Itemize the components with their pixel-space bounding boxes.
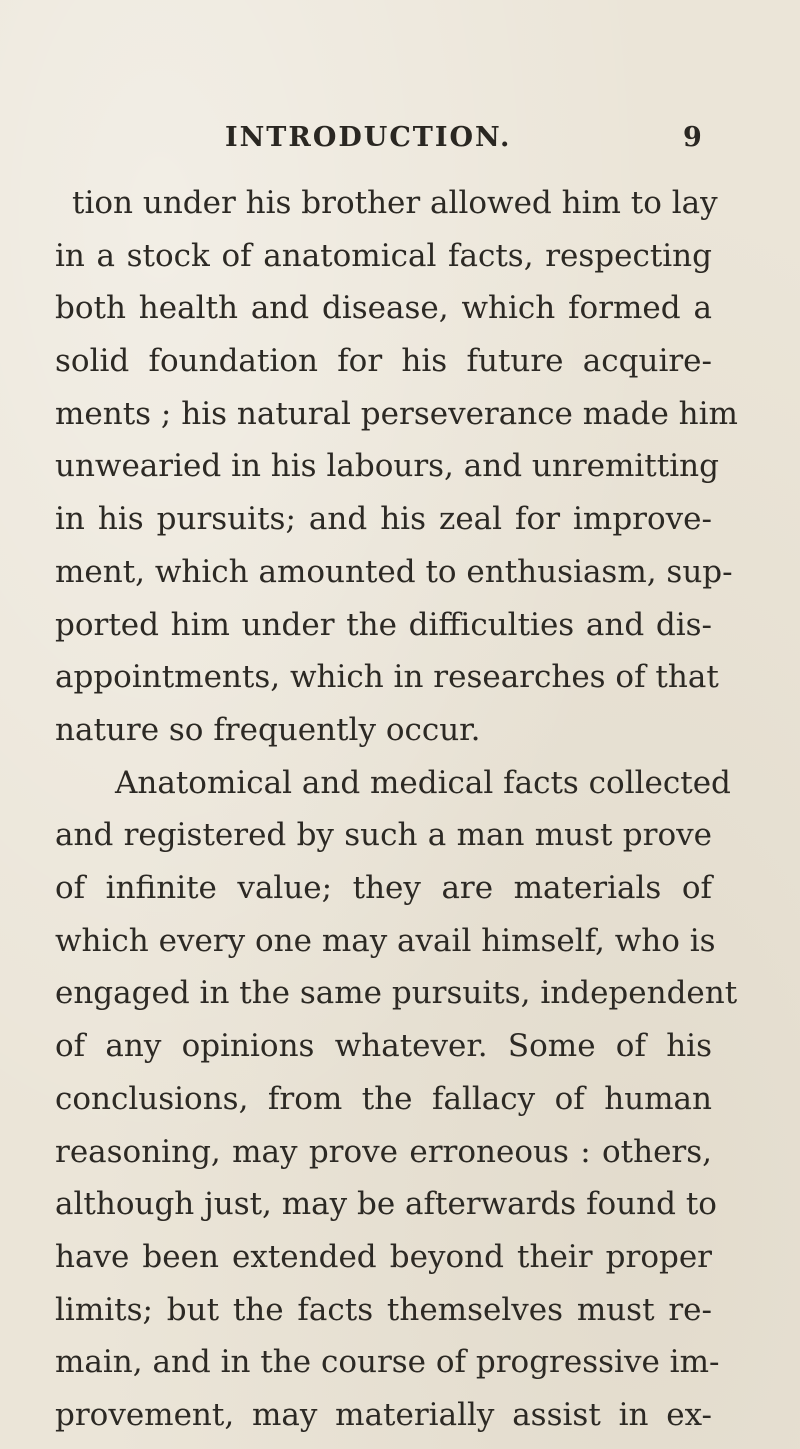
text-line-4: solid foundation for his future acquire- [55,343,712,379]
text-line-23: main, and in the course of progressive im- [55,1344,720,1380]
text-line-1: tion under his brother allowed him to lay [72,185,718,221]
running-title: INTRODUCTION. [225,122,512,153]
text-line-17: of any opinions whatever. Some of his [55,1028,712,1064]
running-head [0,122,800,162]
text-line-14: of infinite value; they are materials of [55,870,712,906]
text-line-19: reasoning, may prove erroneous : others, [55,1134,712,1170]
text-line-13: and registered by such a man must prove [55,817,712,853]
text-line-2: in a stock of anatomical facts, respecting [55,238,712,274]
text-line-8: ment, which amounted to enthusiasm, sup- [55,554,733,590]
text-line-18: conclusions, from the fallacy of human [55,1081,712,1117]
text-line-7: in his pursuits; and his zeal for improve- [55,501,712,537]
text-line-11: nature so frequently occur. [55,712,481,748]
text-line-16: engaged in the same pursuits, independent [55,975,738,1011]
text-line-12: Anatomical and medical facts collected [115,765,731,801]
text-line-21: have been extended beyond their proper [55,1239,712,1275]
text-line-6: unwearied in his labours, and unremitting [55,448,719,484]
page-number: 9 [683,122,702,153]
text-line-5: ments ; his natural perseverance made him [55,396,738,432]
text-line-20: although just, may be afterwards found to [55,1186,717,1222]
text-line-24: provement, may materially assist in ex- [55,1397,712,1433]
text-line-10: appointments, which in researches of that [55,659,719,695]
text-line-15: which every one may avail himself, who is [55,923,716,959]
text-line-22: limits; but the facts themselves must re- [55,1292,712,1328]
text-line-3: both health and disease, which formed a [55,290,712,326]
text-line-9: ported him under the difficulties and dis- [55,607,712,643]
